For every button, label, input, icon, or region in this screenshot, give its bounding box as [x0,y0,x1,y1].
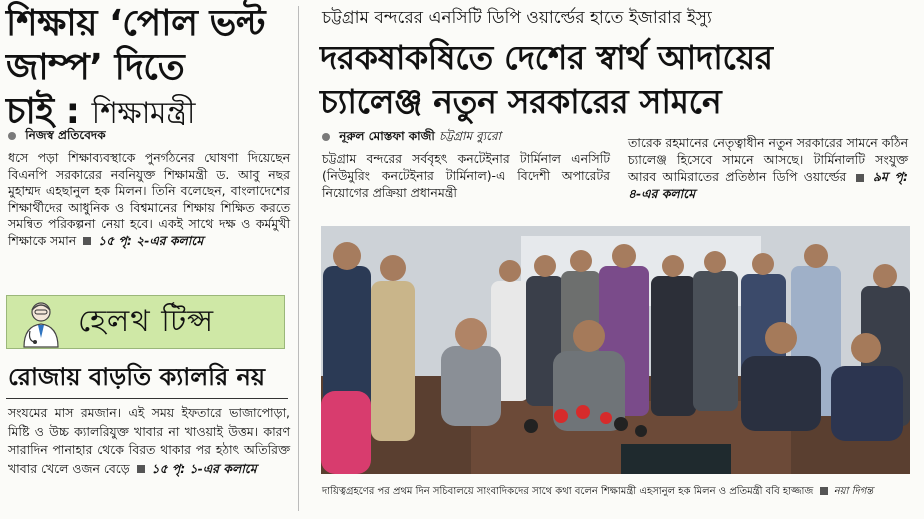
bullet-icon [8,132,16,140]
article-body-main-col1: চট্টগ্রাম বন্দরের সর্ববৃহৎ কনটেইনার টার্মিনাল এনসিটি (নিউমুরিং কনটেইনার টার্মিনাল)-এ বিদেশী অপারেটর নিয়োগের প্রক্রিয়া প্রধানমন্ত্রী [322,151,610,200]
jump-square-icon [856,174,864,182]
jump-link-ramadan[interactable]: ১৫ পৃ: ১-এর কলামে [151,460,257,476]
byline-left-text: নিজস্ব প্রতিবেদক [25,128,106,142]
headline-ramadan-calories[interactable]: রোজায় বাড়তি ক্যালরি নয় [8,363,265,391]
byline-main-desk: চট্টগ্রাম ব্যুরো [438,129,502,143]
headline-line-1: শিক্ষায় ‘পোল ভল্ট [6,3,266,44]
jump-link-education[interactable]: ১৫ পৃ: ২-এর কলামে [98,232,204,248]
headline-line-2: জাম্প’ দিতে [6,47,185,88]
byline-main-name: নূরুল মোস্তফা কাজী [339,129,435,143]
article-body-education [8,150,290,249]
press-briefing-photo [321,226,910,474]
article-body-ramadan [8,404,290,478]
photo-caption-text: দায়িত্বগ্রহণের পর প্রথম দিন সচিবালয়ে সাংবাদিকদের সাথে কথা বলেন শিক্ষামন্ত্রী এহসানুল হক মিলন ও প্রতিমন্ত্রী ববি হাজ্জাজ [322,486,814,497]
byline-main [322,128,501,148]
news-photo[interactable] [321,226,910,474]
article-body-education-text: ধসে পড়া শিক্ষাব্যবস্থাকে পুনর্গঠনের ঘোষণা দিয়েছেন বিএনপি সরকারের নবনিযুক্ত শিক্ষামন্ত্রী ড. আবু নছর মুহাম্মদ এহছানুল হক মিলন। তিনি বলেছেন, বাংলাদেশের শিক্ষার্থীদের আধুনিক ও বিশ্বমানের শিক্ষায় শিক্ষিত করতে সমন্বিত পরিকল্পনা নেয়া হবে। একই সাথে দক্ষ ও কর্মমুখী শিক্ষাকে সমান [8,150,290,248]
headline-line-3-light: শিক্ষামন্ত্রী [91,96,195,131]
health-tips-title: হেলথ টিপ্স [78,304,215,339]
article-body-main-col2 [628,134,908,202]
byline-left [8,127,106,147]
headline-line-3-bold: চাই : [6,91,80,132]
headline-main[interactable] [320,36,920,124]
caption-square-icon [820,487,828,495]
article-body-main-col2-text: তারেক রহমানের নেতৃত্বাধীন নতুন সরকারের সামনে কঠিন চ্যালেঞ্জ হিসেবে সামনে আসছে। টার্মিনালটি সংযুক্ত আরব আমিরাতের প্রতিষ্ঠান ডিপি ওয়ার্ল্ডের [628,135,908,184]
jump-link-main[interactable]: ৯ম পৃ: ৪-এর কলামে [628,169,908,201]
bullet-icon [322,133,330,141]
kicker: চট্টগ্রাম বন্দরের এনসিটি ডিপি ওয়ার্ল্ডের হাতে ইজারার ইস্যু [322,8,712,28]
jump-square-icon [137,465,145,473]
headline-main-line-1: দরকষাকষিতে দেশের স্বার্থ আদায়ের [320,38,773,77]
jump-square-icon [83,237,91,245]
column-divider [298,6,299,511]
divider [6,398,288,399]
article-body-ramadan-text: সংযমের মাস রমজান। এই সময় ইফতারে ভাজাপোড়া, মিষ্টি ও উচ্চ ক্যালরিযুক্ত খাবার না খাওয়াই উত্তম। কারণ সারাদিন পানাহার থেকে বিরত থাকার পর হঠাৎ অতিরিক্ত খাবার খেলে ওজন বেড়ে [8,405,290,476]
doctor-icon [10,298,72,348]
headline-main-line-2: চ্যালেঞ্জ নতুন সরকারের সামনে [320,82,722,121]
headline-education[interactable] [6,2,296,136]
photo-caption [322,485,873,499]
photo-credit: নয়া দিগন্ত [833,486,874,497]
